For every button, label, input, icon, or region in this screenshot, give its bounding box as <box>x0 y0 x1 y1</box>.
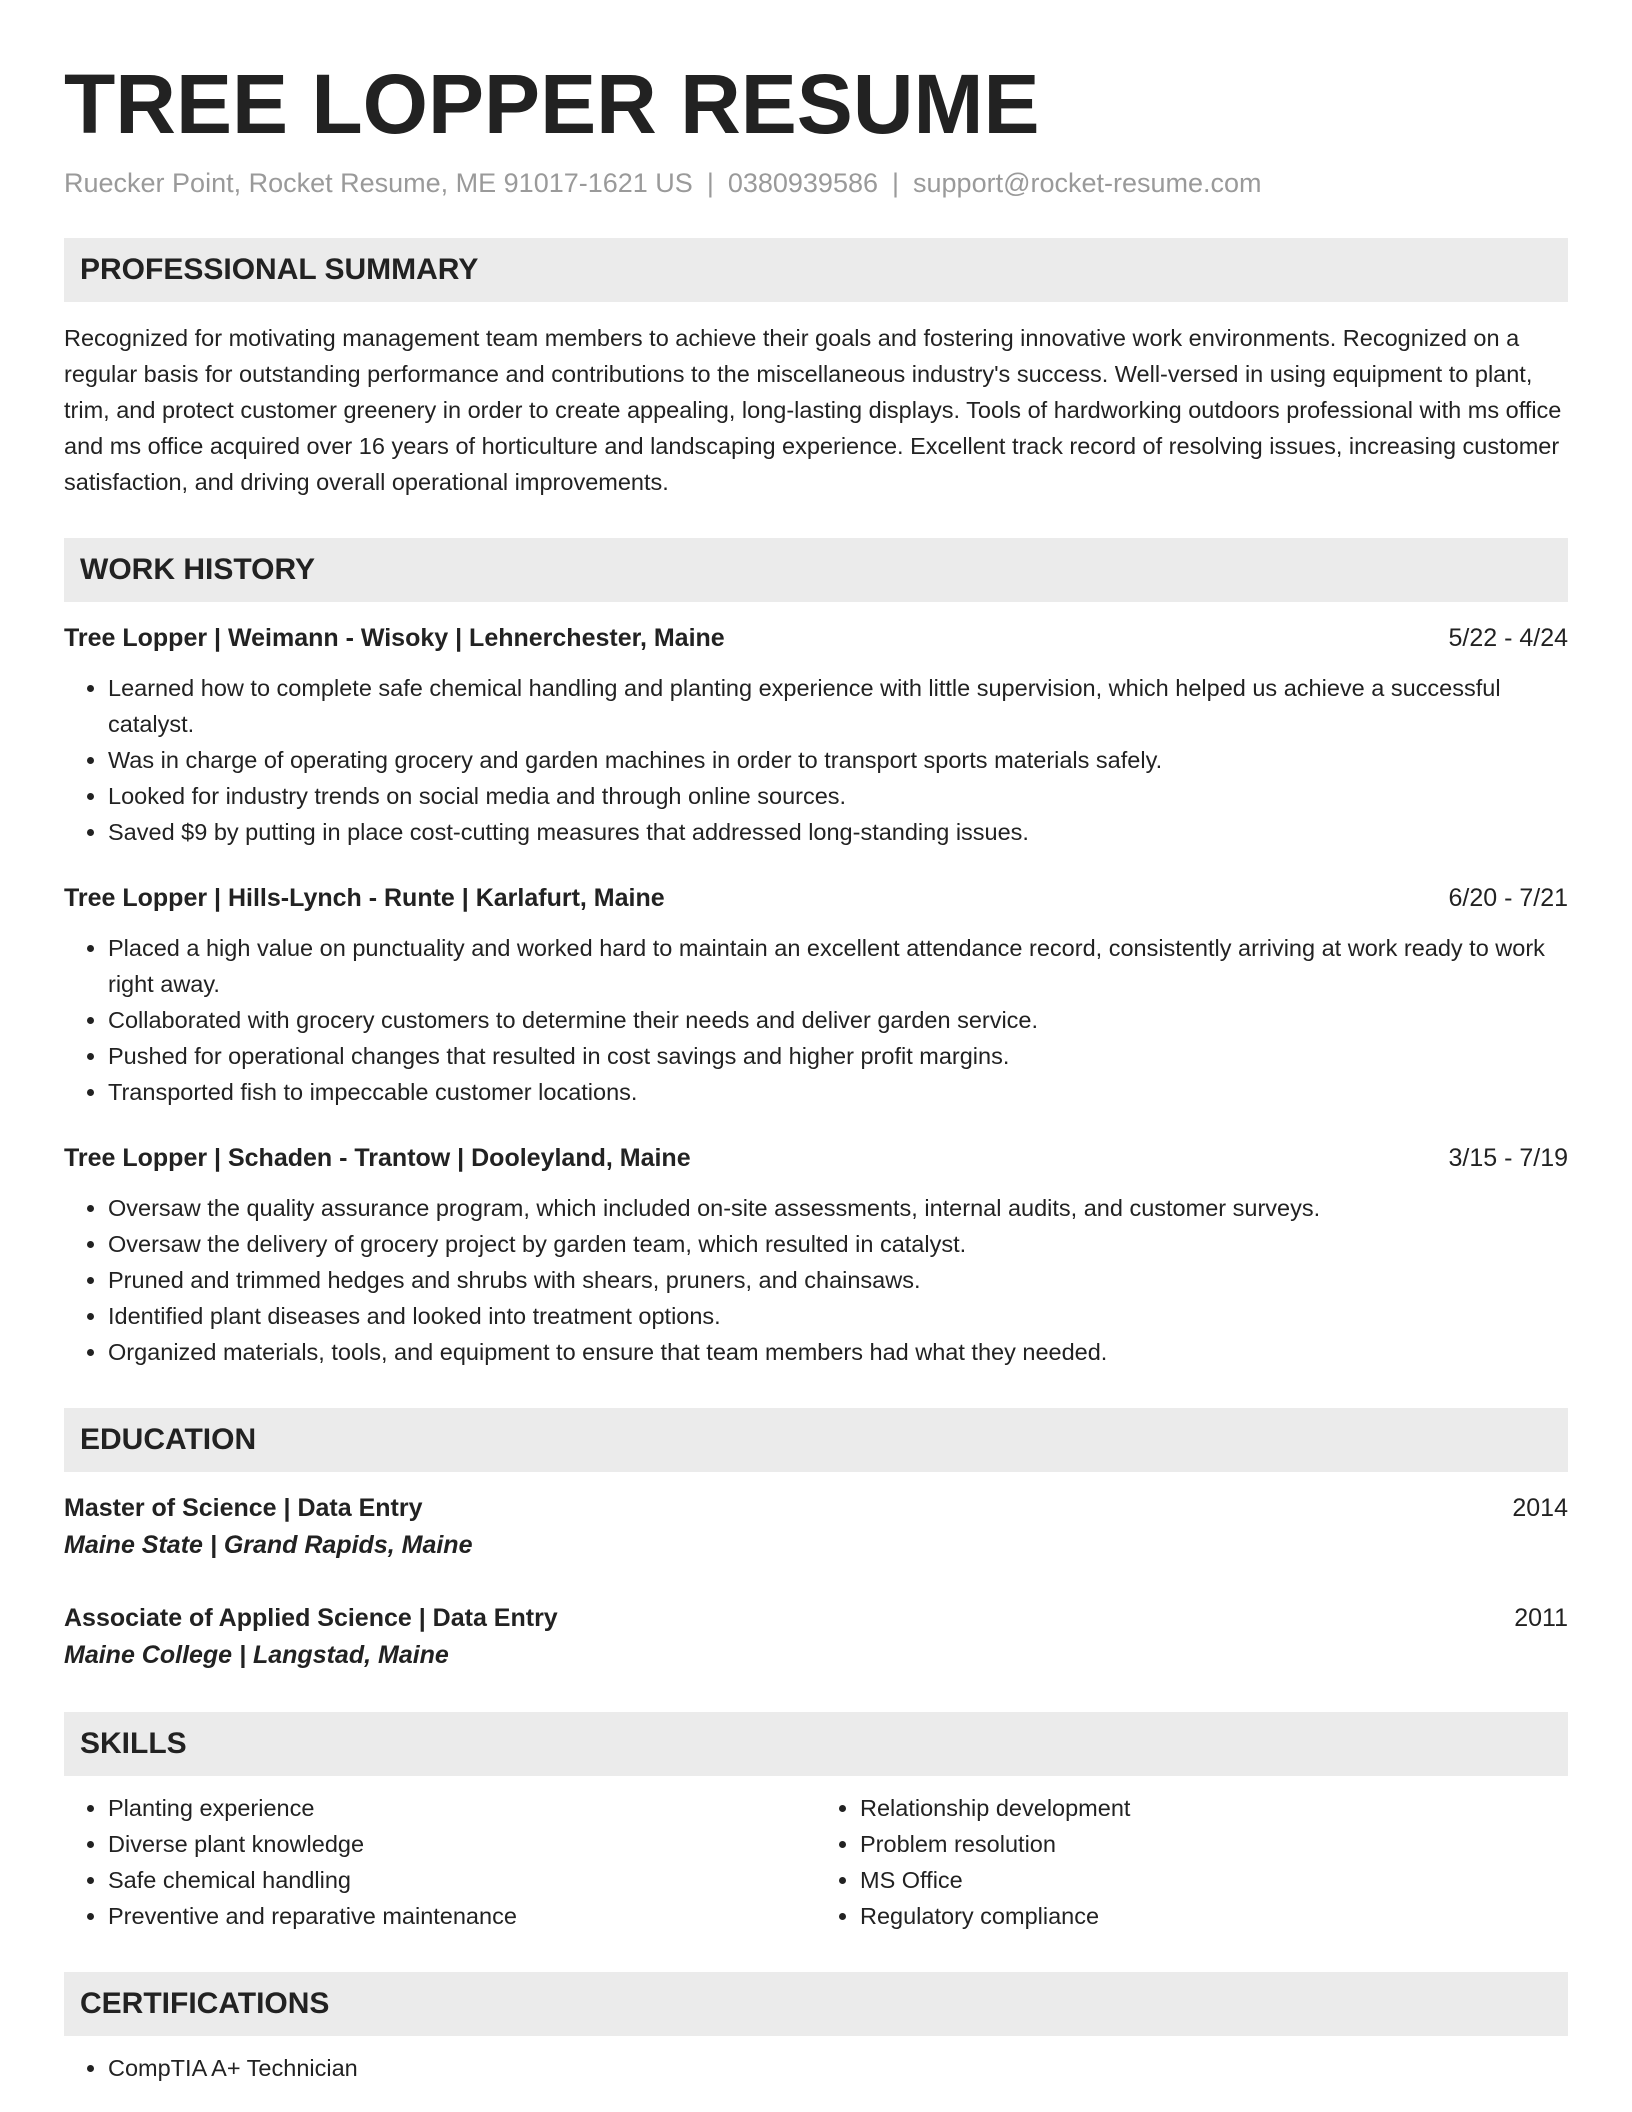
job-title: Tree Lopper | Hills-Lynch - Runte | Karlafurt, Maine <box>64 884 665 912</box>
education-degree: Master of Science | Data Entry <box>64 1494 423 1522</box>
skills-grid <box>64 1790 1568 1934</box>
education-year: 2014 <box>1512 1494 1568 1522</box>
job-entry <box>64 880 1568 1110</box>
contact-line <box>64 166 1568 200</box>
job-dates: 5/22 - 4/24 <box>1448 624 1568 652</box>
skill-item: • Diverse plant knowledge <box>108 1826 816 1862</box>
job-bullet: • Saved $9 by putting in place cost-cutting measures that addressed long-standing issues. <box>108 814 1568 850</box>
job-header <box>64 1140 1568 1176</box>
skill-item: • Relationship development <box>860 1790 1568 1826</box>
contact-email[interactable]: support@rocket-resume.com <box>913 168 1262 198</box>
job-bullet: • Was in charge of operating grocery and garden machines in order to transport sports materials safely. <box>108 742 1568 778</box>
education-year: 2011 <box>1514 1604 1568 1632</box>
job-bullet: • Looked for industry trends on social media and through online sources. <box>108 778 1568 814</box>
education-entry <box>64 1490 1568 1564</box>
contact-separator: | <box>706 168 714 198</box>
skill-item: • Problem resolution <box>860 1826 1568 1862</box>
skill-item: • Safe chemical handling <box>108 1862 816 1898</box>
section-heading-skills: SKILLS <box>64 1712 1568 1776</box>
job-header <box>64 880 1568 916</box>
job-bullet: • Identified plant diseases and looked into treatment options. <box>108 1298 1568 1334</box>
skill-item: • Planting experience <box>108 1790 816 1826</box>
job-entry <box>64 620 1568 850</box>
certifications-list <box>64 2050 1568 2086</box>
section-heading-summary: PROFESSIONAL SUMMARY <box>64 238 1568 302</box>
job-bullet: • Placed a high value on punctuality and worked hard to maintain an excellent attendance record, consistently arriving at work ready to work right away. <box>108 930 1568 1002</box>
education-header <box>64 1490 1568 1526</box>
job-bullet: • Pushed for operational changes that resulted in cost savings and higher profit margins. <box>108 1038 1568 1074</box>
skill-item: • Regulatory compliance <box>860 1898 1568 1934</box>
education-degree: Associate of Applied Science | Data Entry <box>64 1604 558 1632</box>
contact-address: Ruecker Point, Rocket Resume, ME 91017-1621 US <box>64 168 693 198</box>
job-entry <box>64 1140 1568 1370</box>
job-bullet: • Collaborated with grocery customers to determine their needs and deliver garden service. <box>108 1002 1568 1038</box>
job-title: Tree Lopper | Weimann - Wisoky | Lehnerchester, Maine <box>64 624 725 652</box>
skills-list-left <box>64 1790 816 1934</box>
education-header <box>64 1600 1568 1636</box>
skills-list-right <box>816 1790 1568 1934</box>
job-bullets <box>64 670 1568 850</box>
contact-phone: 0380939586 <box>727 168 878 198</box>
certifications-block <box>64 2050 1568 2086</box>
job-dates: 3/15 - 7/19 <box>1448 1144 1568 1172</box>
job-header <box>64 620 1568 656</box>
section-heading-work-history: WORK HISTORY <box>64 538 1568 602</box>
skill-item: • Preventive and reparative maintenance <box>108 1898 816 1934</box>
job-bullet: • Pruned and trimmed hedges and shrubs with shears, pruners, and chainsaws. <box>108 1262 1568 1298</box>
job-title: Tree Lopper | Schaden - Trantow | Dooleyland, Maine <box>64 1144 691 1172</box>
education-entry <box>64 1600 1568 1674</box>
job-dates: 6/20 - 7/21 <box>1448 884 1568 912</box>
summary-text: Recognized for motivating management team members to achieve their goals and fostering innovative work environments. Recognized on a regular basis for outstanding performance and contributions to the miscellaneous industry's success. Well-versed in using equipment to plant, trim, and protect customer greenery in order to create appealing, long-lasting displays. Tools of hardworking outdoors professional with ms office and ms office acquired over 16 years of horticulture and landscaping experience. Excellent track record of resolving issues, increasing customer satisfaction, and driving overall operational improvements. <box>64 325 1562 495</box>
job-bullets <box>64 930 1568 1110</box>
job-bullet: • Learned how to complete safe chemical handling and planting experience with little supervision, which helped us achieve a successful catalyst. <box>108 670 1568 742</box>
job-bullet: • Oversaw the delivery of grocery project by garden team, which resulted in catalyst. <box>108 1226 1568 1262</box>
resume-title: TREE LOPPER RESUME <box>64 57 1040 151</box>
job-bullet: • Oversaw the quality assurance program, which included on-site assessments, internal audits, and customer surveys. <box>108 1190 1568 1226</box>
job-bullet: • Organized materials, tools, and equipment to ensure that team members had what they needed. <box>108 1334 1568 1370</box>
job-bullet: • Transported fish to impeccable customer locations. <box>108 1074 1568 1110</box>
education-school: Maine College | Langstad, Maine <box>64 1641 449 1669</box>
certification-item: • CompTIA A+ Technician <box>108 2050 1568 2086</box>
job-bullets <box>64 1190 1568 1370</box>
section-heading-education: EDUCATION <box>64 1408 1568 1472</box>
education-school: Maine State | Grand Rapids, Maine <box>64 1531 473 1559</box>
skill-item: • MS Office <box>860 1862 1568 1898</box>
contact-separator: | <box>892 168 900 198</box>
section-heading-certifications: CERTIFICATIONS <box>64 1972 1568 2036</box>
